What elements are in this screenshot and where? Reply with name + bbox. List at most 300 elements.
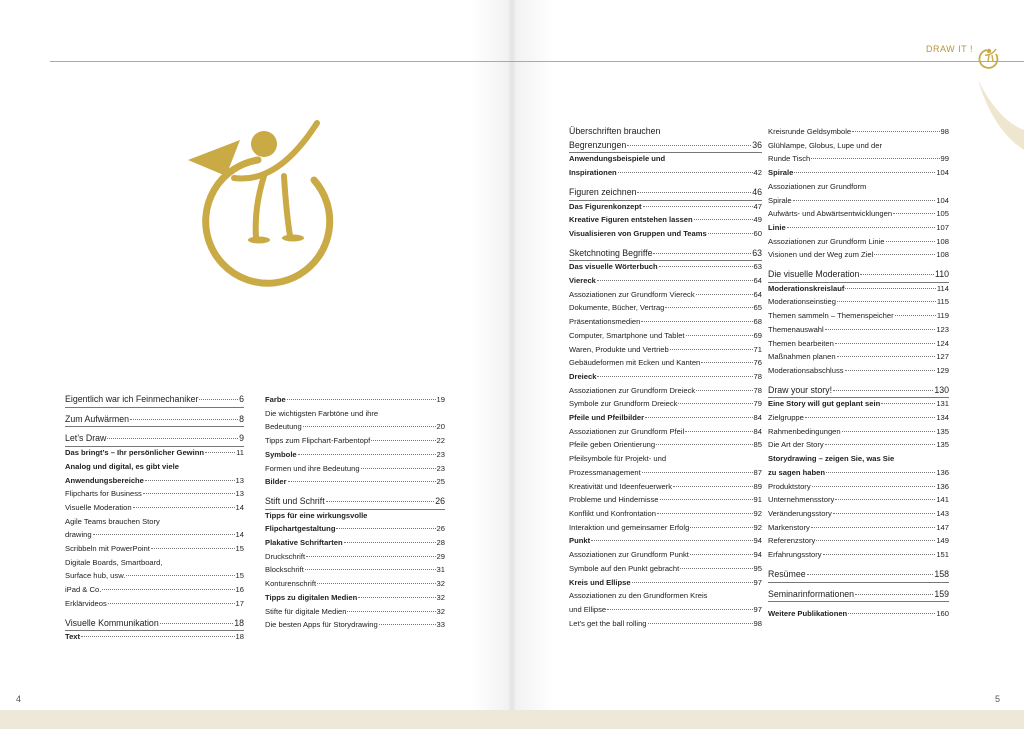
toc-entry-page: 68 — [753, 317, 762, 327]
toc-leader-dots — [685, 431, 752, 432]
toc-leader-dots — [81, 636, 234, 637]
toc-entry-title: Die visuelle Moderation — [768, 269, 860, 280]
toc-leader-dots — [690, 527, 752, 528]
toc-entry-title: Spirale — [768, 168, 794, 178]
toc-entry — [768, 125, 949, 139]
toc-entry-page: 64 — [753, 289, 762, 299]
toc-entry-title: Kreis und Ellipse — [569, 577, 631, 587]
toc-entry-title: Prozessmanagement — [569, 467, 641, 477]
toc-entry-page: 14 — [235, 530, 244, 540]
toc-leader-dots — [694, 219, 753, 220]
toc-entry — [265, 591, 445, 605]
toc-leader-dots — [347, 611, 435, 612]
toc-entry — [569, 589, 762, 603]
toc-leader-dots — [842, 431, 936, 432]
toc-entry-page: 32 — [436, 606, 445, 616]
toc-entry-title: Die Art der Story — [768, 440, 824, 450]
toc-leader-dots — [812, 486, 936, 487]
toc-entry-page: 60 — [753, 228, 762, 238]
toc-entry — [569, 370, 762, 384]
toc-leader-dots — [874, 254, 935, 255]
toc-entry-title: und Ellipse — [569, 604, 607, 614]
toc-entry-page: 69 — [753, 330, 762, 340]
toc-entry-page: 8 — [239, 413, 244, 424]
toc-entry-page: 84 — [753, 426, 762, 436]
toc-entry — [768, 364, 949, 378]
toc-entry-page: 143 — [936, 508, 949, 518]
toc-entry-title: Das bringt’s – Ihr persönlicher Gewinn — [65, 448, 204, 458]
toc-entry — [265, 448, 445, 462]
toc-entry-page: 94 — [753, 550, 762, 560]
toc-column-3 — [569, 125, 762, 630]
toc-entry-title: iPad & Co. — [65, 585, 102, 595]
toc-leader-dots — [130, 419, 238, 420]
toc-entry — [265, 522, 445, 536]
toc-entry-title: Unternehmensstory — [768, 495, 835, 505]
left-page — [0, 0, 512, 710]
toc-entry-page: 91 — [753, 495, 762, 505]
toc-entry-page: 110 — [934, 269, 949, 280]
toc-entry — [768, 466, 949, 480]
toc-entry-title: Überschriften brauchen — [569, 126, 661, 136]
toc-entry-page: 97 — [753, 604, 762, 614]
right-page — [512, 0, 1024, 710]
toc-entry-title: Dokumente, Bücher, Vertrag — [569, 303, 665, 313]
toc-entry-page: 42 — [753, 168, 762, 178]
toc-leader-dots — [823, 554, 936, 555]
toc-entry — [569, 562, 762, 576]
toc-leader-dots — [670, 349, 753, 350]
toc-entry — [265, 605, 445, 619]
toc-entry — [265, 563, 445, 577]
toc-entry-title: Visualisieren von Gruppen und Teams — [569, 228, 707, 238]
toc-entry-page: 124 — [936, 338, 949, 348]
toc-leader-dots — [673, 486, 753, 487]
toc-leader-dots — [306, 556, 435, 557]
toc-entry — [768, 180, 949, 194]
toc-entry-title: Maßnahmen planen — [768, 352, 836, 362]
toc-leader-dots — [665, 307, 752, 308]
toc-entry-page: 33 — [436, 620, 445, 630]
toc-entry-title: Visuelle Moderation — [65, 502, 132, 512]
toc-leader-dots — [151, 548, 235, 549]
toc-entry-title: Pfeile und Pfeilbilder — [569, 413, 645, 423]
running-header-title: DRAW IT ! — [926, 44, 973, 54]
toc-entry-page: 115 — [936, 297, 949, 307]
toc-entry-page: 78 — [753, 371, 762, 381]
toc-entry-title: Konflikt und Konfrontation — [569, 508, 656, 518]
toc-entry-title: drawing — [65, 530, 92, 540]
toc-entry-title: Symbole — [265, 449, 297, 459]
toc-leader-dots — [199, 399, 238, 400]
toc-leader-dots — [835, 343, 935, 344]
toc-entry-title: Tipps zu digitalen Medien — [265, 592, 358, 602]
toc-entry-page: 29 — [436, 551, 445, 561]
toc-leader-dots — [833, 513, 936, 514]
toc-entry-title: Assoziationen zur Grundform Dreieck — [569, 385, 696, 395]
header-rule — [50, 61, 1024, 62]
toc-entry — [65, 501, 244, 515]
toc-entry-page: 92 — [753, 522, 762, 532]
toc-entry-page: 15 — [235, 544, 244, 554]
toc-entry-page: 94 — [753, 536, 762, 546]
toc-entry — [265, 462, 445, 476]
toc-entry-page: 76 — [753, 358, 762, 368]
toc-leader-dots — [637, 192, 751, 193]
toc-entry — [768, 521, 949, 535]
toc-leader-dots — [597, 376, 752, 377]
toc-entry — [65, 515, 244, 529]
toc-entry — [569, 247, 762, 261]
toc-entry-title: Bilder — [265, 477, 287, 487]
toc-leader-dots — [618, 172, 753, 173]
toc-entry — [65, 446, 244, 460]
toc-entry — [768, 452, 949, 466]
toc-entry-page: 63 — [752, 247, 762, 258]
toc-entry — [569, 227, 762, 241]
toc-entry-title: Bedeutung — [265, 422, 302, 432]
toc-entry-title: Eine Story will gut geplant sein — [768, 399, 881, 409]
toc-entry-title: Assoziationen zu den Grundformen Kreis — [569, 591, 708, 601]
toc-leader-dots — [133, 507, 235, 508]
toc-entry-page: 97 — [753, 577, 762, 587]
toc-entry — [768, 438, 949, 452]
toc-entry — [768, 397, 949, 411]
draw-it-logo-icon — [186, 118, 336, 293]
toc-leader-dots — [643, 206, 753, 207]
toc-entry — [265, 420, 445, 434]
toc-leader-dots — [653, 253, 751, 254]
toc-leader-dots — [895, 315, 936, 316]
toc-entry-title: Blockschrift — [265, 565, 304, 575]
toc-entry-title: Assoziationen zur Grundform — [768, 181, 867, 191]
toc-entry — [768, 337, 949, 351]
toc-entry-page: 87 — [753, 467, 762, 477]
toc-leader-dots — [701, 362, 752, 363]
toc-entry — [569, 139, 762, 153]
toc-leader-dots — [893, 213, 935, 214]
toc-entry-title: Stifte für digitale Medien — [265, 606, 347, 616]
toc-entry — [65, 583, 244, 597]
toc-leader-dots — [852, 131, 939, 132]
toc-entry — [569, 213, 762, 227]
page-number-right: 5 — [995, 694, 1001, 704]
toc-leader-dots — [837, 301, 936, 302]
toc-entry — [569, 466, 762, 480]
toc-entry-title: Computer, Smartphone und Tablet — [569, 330, 685, 340]
toc-entry-title: Symbole auf den Punkt gebracht — [569, 563, 680, 573]
toc-entry-title: Viereck — [569, 276, 596, 286]
toc-entry — [569, 438, 762, 452]
toc-entry-title: Plakative Schriftarten — [265, 538, 343, 548]
toc-entry-page: 119 — [936, 311, 949, 321]
toc-entry — [65, 597, 244, 611]
toc-entry — [768, 221, 949, 235]
toc-entry-title: Moderationseinstieg — [768, 297, 836, 307]
toc-entry-page: 47 — [753, 201, 762, 211]
toc-entry-page: 136 — [936, 467, 949, 477]
toc-entry-page: 26 — [436, 524, 445, 534]
toc-entry-page: 16 — [235, 585, 244, 595]
toc-entry — [768, 425, 949, 439]
toc-entry — [265, 407, 445, 421]
toc-entry — [265, 536, 445, 550]
toc-entry — [65, 617, 244, 631]
toc-entry — [265, 509, 445, 523]
toc-entry — [569, 166, 762, 180]
toc-entry — [65, 487, 244, 501]
toc-entry-page: 129 — [936, 365, 949, 375]
toc-entry-page: 13 — [235, 489, 244, 499]
toc-entry-title: Flipcharts for Business — [65, 489, 142, 499]
toc-entry-page: 25 — [436, 477, 445, 487]
toc-entry — [569, 425, 762, 439]
toc-entry — [569, 617, 762, 631]
toc-leader-dots — [591, 540, 752, 541]
toc-entry — [569, 186, 762, 200]
toc-entry-title: Scribbeln mit PowerPoint — [65, 544, 150, 554]
toc-entry-title: Die besten Apps für Storydrawing — [265, 620, 378, 630]
toc-entry-page: 149 — [936, 536, 949, 546]
toc-entry-title: Figuren zeichnen — [569, 186, 637, 197]
toc-entry-title: Seminarinformationen — [768, 588, 855, 599]
toc-leader-dots — [837, 356, 936, 357]
toc-entry-title: Konturenschrift — [265, 579, 317, 589]
toc-entry-page: 19 — [436, 395, 445, 404]
toc-entry-title: Pfeilsymbole für Projekt- und — [569, 454, 667, 464]
toc-entry-title: Weitere Publikationen — [768, 609, 848, 619]
toc-entry — [65, 413, 244, 427]
toc-entry-title: Das visuelle Wörterbuch — [569, 262, 658, 272]
toc-entry-title: Zielgruppe — [768, 413, 804, 423]
toc-heading-underline — [65, 407, 244, 408]
toc-leader-dots — [145, 480, 235, 481]
toc-entry-page: 130 — [934, 384, 949, 395]
toc-leader-dots — [205, 452, 235, 453]
toc-entry-title: Stift und Schrift — [265, 495, 325, 506]
toc-leader-dots — [143, 493, 235, 494]
toc-entry-page: 64 — [753, 276, 762, 286]
toc-entry-title: Sketchnoting Begriffe — [569, 247, 653, 258]
toc-entry-title: Runde Tisch — [768, 154, 811, 164]
toc-entry — [768, 248, 949, 262]
toc-leader-dots — [881, 403, 935, 404]
toc-entry — [569, 152, 762, 166]
toc-entry-title: Waren, Produkte und Vertrieb — [569, 344, 669, 354]
toc-entry-page: 26 — [435, 495, 445, 506]
toc-entry — [768, 207, 949, 221]
toc-leader-dots — [825, 329, 936, 330]
toc-entry-title: Das Figurenkonzept — [569, 201, 642, 211]
toc-entry — [569, 534, 762, 548]
toc-leader-dots — [848, 613, 935, 614]
toc-leader-dots — [379, 624, 436, 625]
toc-leader-dots — [816, 540, 935, 541]
toc-entry — [768, 411, 949, 425]
toc-leader-dots — [642, 472, 753, 473]
toc-entry-title: Digitale Boards, Smartboard, — [65, 557, 163, 567]
toc-entry — [768, 295, 949, 309]
toc-entry-title: Markenstory — [768, 522, 810, 532]
toc-entry-title: Draw your story! — [768, 384, 833, 395]
toc-leader-dots — [860, 274, 934, 275]
toc-entry-title: Assoziationen zur Grundform Punkt — [569, 550, 689, 560]
toc-leader-dots — [645, 417, 752, 418]
toc-entry-page: 28 — [436, 538, 445, 548]
toc-leader-dots — [298, 454, 436, 455]
toc-entry-title: Präsentationsmedien — [569, 317, 641, 327]
toc-entry — [768, 309, 949, 323]
toc-entry-title: Agile Teams brauchen Story — [65, 516, 160, 526]
toc-entry-page: 32 — [436, 579, 445, 589]
toc-entry-title: Symbole zur Grundform Dreieck — [569, 399, 678, 409]
toc-entry-page: 71 — [753, 344, 762, 354]
toc-entry — [768, 507, 949, 521]
toc-entry-title: Kreative Figuren entstehen lassen — [569, 215, 693, 225]
toc-entry-title: Moderationsabschluss — [768, 365, 844, 375]
toc-entry-page: 105 — [936, 209, 949, 219]
toc-leader-dots — [686, 335, 753, 336]
toc-entry — [569, 288, 762, 302]
toc-entry-title: Tipps zum Flipchart-Farbentopf — [265, 436, 371, 446]
toc-entry-title: Erklärvideos — [65, 598, 107, 608]
toc-leader-dots — [656, 444, 752, 445]
toc-leader-dots — [807, 574, 934, 575]
toc-entry-title: Probleme und Hindernisse — [569, 495, 659, 505]
toc-entry-title: Punkt — [569, 536, 591, 546]
toc-entry — [65, 474, 244, 488]
page-bottom-edge — [0, 710, 1024, 729]
toc-entry-page: 22 — [436, 436, 445, 446]
toc-entry-title: Interaktion und gemeinsamer Erfolg — [569, 522, 690, 532]
toc-entry — [65, 569, 244, 583]
toc-entry-page: 65 — [753, 303, 762, 313]
toc-entry-title: Farbe — [265, 395, 286, 404]
toc-leader-dots — [811, 158, 939, 159]
toc-entry — [65, 393, 244, 407]
toc-entry — [569, 603, 762, 617]
toc-entry-page: 98 — [940, 127, 949, 136]
toc-leader-dots — [690, 554, 753, 555]
toc-entry — [65, 432, 244, 446]
toc-entry — [768, 534, 949, 548]
toc-entry — [768, 588, 949, 602]
toc-entry-title: Dreieck — [569, 371, 597, 381]
toc-entry-page: 123 — [936, 324, 949, 334]
toc-entry — [65, 630, 244, 644]
toc-entry-page: 84 — [753, 413, 762, 423]
toc-leader-dots — [886, 241, 936, 242]
toc-entry-page: 14 — [235, 502, 244, 512]
toc-entry — [768, 268, 949, 282]
toc-entry-page: 32 — [436, 592, 445, 602]
toc-entry-title: Assoziationen zur Grundform Linie — [768, 236, 885, 246]
toc-leader-dots — [708, 233, 753, 234]
toc-leader-dots — [361, 468, 436, 469]
toc-entry-title: Themenauswahl — [768, 324, 824, 334]
toc-entry-page: 13 — [235, 475, 244, 485]
toc-leader-dots — [835, 499, 935, 500]
toc-entry-page: 136 — [936, 481, 949, 491]
toc-entry-page: 36 — [752, 139, 762, 150]
toc-entry — [569, 548, 762, 562]
toc-leader-dots — [305, 569, 436, 570]
toc-heading-underline — [768, 601, 949, 602]
toc-entry-page: 17 — [235, 598, 244, 608]
toc-entry — [569, 480, 762, 494]
toc-entry-title: Anwendungsbereiche — [65, 475, 144, 485]
toc-entry-page: 49 — [753, 215, 762, 225]
toc-entry — [569, 576, 762, 590]
toc-leader-dots — [288, 481, 436, 482]
toc-leader-dots — [326, 501, 435, 502]
toc-entry-title: Anwendungsbeispiele und — [569, 154, 666, 164]
toc-leader-dots — [696, 294, 753, 295]
toc-entry-page: 18 — [234, 617, 244, 628]
toc-entry-title: Zum Aufwärmen — [65, 413, 130, 424]
toc-entry-page: 46 — [752, 186, 762, 197]
toc-entry-page: 18 — [235, 632, 244, 642]
toc-entry-title: Begrenzungen — [569, 139, 627, 150]
toc-entry-page: 134 — [936, 413, 949, 423]
toc-entry-title: Resümee — [768, 568, 806, 579]
toc-leader-dots — [303, 426, 436, 427]
toc-entry — [65, 460, 244, 474]
toc-entry — [768, 350, 949, 364]
toc-entry-title: Rahmenbedingungen — [768, 426, 841, 436]
toc-entry-page: 6 — [239, 394, 244, 404]
toc-entry — [768, 607, 949, 621]
toc-entry-title: Flipchartgestaltung — [265, 524, 336, 534]
toc-leader-dots — [597, 280, 753, 281]
draw-it-small-logo-icon — [976, 45, 1000, 69]
toc-leader-dots — [826, 472, 935, 473]
toc-entry-page: 160 — [936, 609, 949, 619]
toc-entry — [569, 356, 762, 370]
toc-entry-title: Tipps für eine wirkungsvolle — [265, 510, 368, 520]
toc-entry — [768, 152, 949, 166]
toc-entry — [768, 139, 949, 153]
toc-entry-page: 79 — [753, 399, 762, 409]
toc-entry — [265, 550, 445, 564]
toc-entry-page: 89 — [753, 481, 762, 491]
toc-entry-title: Surface hub, usw. — [65, 571, 126, 581]
toc-entry-title: Analog und digital, es gibt viele — [65, 461, 179, 471]
toc-leader-dots — [107, 438, 238, 439]
toc-leader-dots — [632, 582, 753, 583]
toc-entry-title: Pfeile geben Orientierung — [569, 440, 656, 450]
toc-entry — [569, 397, 762, 411]
toc-leader-dots — [358, 597, 435, 598]
toc-entry-page: 9 — [239, 433, 244, 444]
toc-entry-page: 135 — [936, 426, 949, 436]
toc-entry-title: Produktstory — [768, 481, 811, 491]
toc-entry-title: Linie — [768, 222, 786, 232]
toc-entry-title: Spirale — [768, 195, 792, 205]
toc-entry — [569, 493, 762, 507]
toc-column-4 — [768, 125, 949, 621]
toc-entry — [768, 493, 949, 507]
toc-leader-dots — [855, 594, 933, 595]
toc-entry-page: 141 — [936, 495, 949, 505]
toc-leader-dots — [825, 444, 936, 445]
toc-entry-title: zu sagen haben — [768, 467, 825, 477]
toc-entry — [265, 577, 445, 591]
toc-entry-page: 95 — [753, 563, 762, 573]
toc-leader-dots — [371, 440, 435, 441]
toc-entry-title: Let’s get the ball rolling — [569, 618, 647, 628]
toc-entry-page: 31 — [436, 565, 445, 575]
